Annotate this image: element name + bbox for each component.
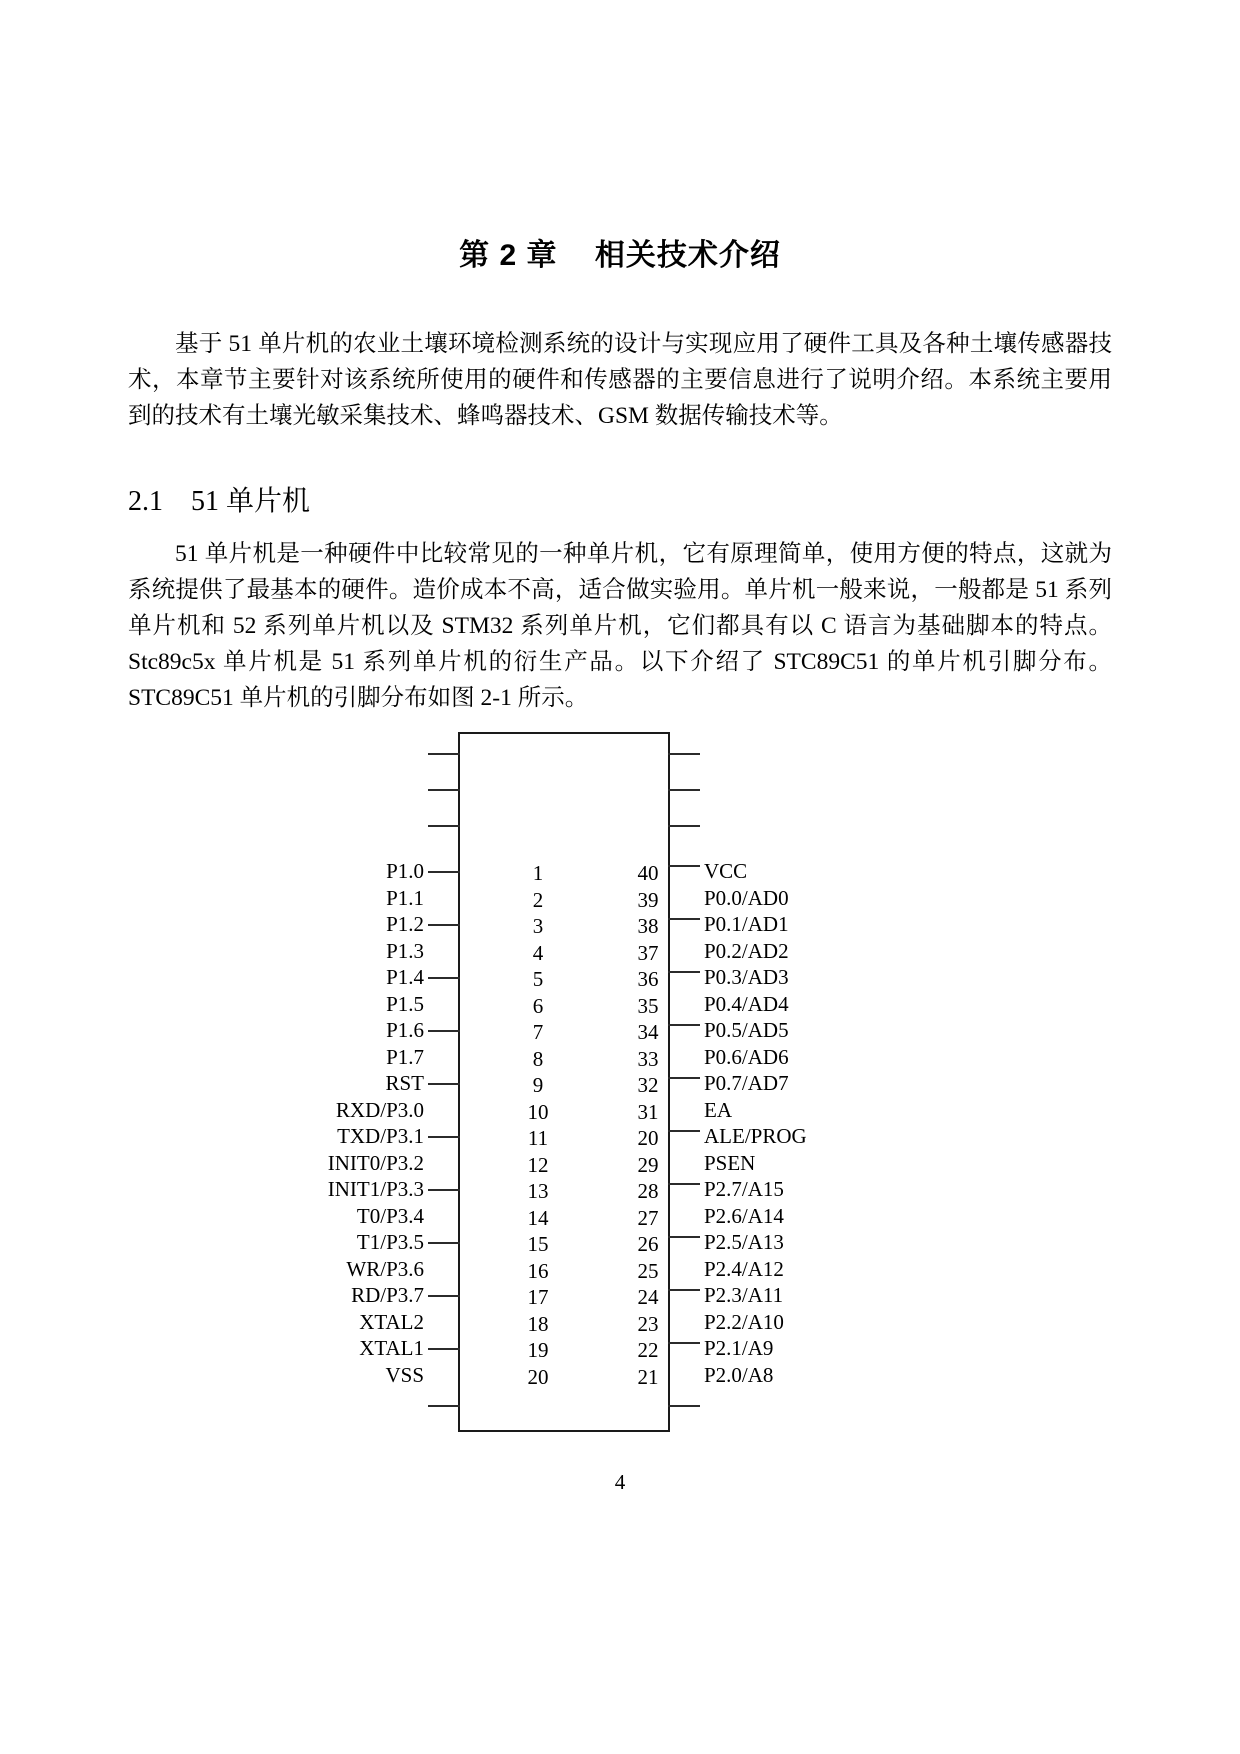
pin-label: XTAL1 (359, 1336, 424, 1360)
pin-label: P0.7/AD7 (704, 1071, 789, 1095)
pin-label: P0.6/AD6 (704, 1044, 789, 1069)
pin-number: 6 (532, 993, 544, 1018)
pin-number: 20 (527, 1364, 549, 1389)
chip-pinout-figure (128, 732, 1112, 1432)
pin-stub (428, 825, 460, 827)
pin-stub (428, 1348, 460, 1350)
pin-stub (668, 1077, 700, 1079)
pin-stub (668, 1130, 700, 1132)
pin-number: 21 (637, 1364, 659, 1389)
section-paragraph: 51 单片机是一种硬件中比较常见的一种单片机，它有原理简单，使用方便的特点，这就为系统提供了最基本的硬件。造价成本不高，适合做实验用。单片机一般来说，一般都是 51 系列单片机和 52 系列单片机以及 STM32 系列单片机，它们都具有以 C 语言为基础脚本的特点。Stc89c5x 单片机是 51 系列单片机的衍生产品。以下介绍了 STC89C51 的单片机引脚分布。STC89C51 单片机的引脚分布如图 2-1 所示。 (128, 541, 1112, 711)
pin-stub (428, 1295, 460, 1297)
pin-number: 12 (527, 1152, 549, 1177)
pin-label: P2.6/A14 (704, 1203, 784, 1228)
pin-label: RD/P3.7 (351, 1283, 424, 1307)
pin-label: EA (704, 1097, 732, 1122)
pin-stub (428, 1189, 460, 1191)
pin-label: P1.7 (386, 1044, 424, 1069)
pin-number: 35 (637, 993, 659, 1018)
pin-label: P1.3 (386, 938, 424, 963)
pin-stub (428, 1083, 460, 1085)
pin-label: XTAL2 (359, 1309, 424, 1334)
pin-label: P0.4/AD4 (704, 991, 789, 1016)
pin-label: P0.5/AD5 (704, 1018, 789, 1042)
pin-number: 5 (532, 967, 544, 991)
pin-label: INIT1/P3.3 (327, 1177, 424, 1201)
intro-paragraph: 基于 51 单片机的农业土壤环境检测系统的设计与实现应用了硬件工具及各种土壤传感器技术，本章节主要针对该系统所使用的硬件和传感器的主要信息进行了说明介绍。本系统主要用到的技术有土壤光敏采集技术、蜂鸣器技术、GSM 数据传输技术等。 (128, 331, 1112, 429)
pin-number: 16 (527, 1258, 549, 1283)
pin-number: 26 (637, 1232, 659, 1256)
pin-label: RXD/P3.0 (335, 1097, 424, 1122)
pin-label: ALE/PROG (704, 1124, 807, 1148)
pin-label: RST (385, 1071, 424, 1095)
pin-stub (428, 753, 460, 755)
pin-stub (428, 1405, 460, 1407)
pin-label: T0/P3.4 (356, 1203, 424, 1228)
pin-label: P2.4/A12 (704, 1256, 784, 1281)
pin-number: 31 (637, 1099, 659, 1124)
page-content (128, 0, 1112, 1432)
pin-label: T1/P3.5 (356, 1230, 424, 1254)
pin-label: VSS (385, 1362, 424, 1387)
pin-label: INIT0/P3.2 (327, 1150, 424, 1175)
pin-stub (668, 1183, 700, 1185)
pin-number: 28 (637, 1179, 659, 1203)
pin-label: P1.2 (386, 912, 424, 936)
pin-stub (668, 1405, 700, 1407)
pin-label: VCC (704, 859, 748, 883)
pin-number: 40 (637, 861, 659, 885)
pin-number: 33 (637, 1046, 659, 1071)
pin-number: 17 (527, 1285, 549, 1309)
pin-number: 27 (637, 1205, 659, 1230)
pin-number: 38 (637, 914, 659, 938)
pin-label: PSEN (704, 1150, 756, 1175)
pin-number: 20 (637, 1126, 659, 1150)
pin-label: WR/P3.6 (346, 1256, 424, 1281)
pin-label: P0.1/AD1 (704, 912, 789, 936)
pin-label: TXD/P3.1 (337, 1124, 424, 1148)
pin-label: P1.1 (386, 885, 424, 910)
pin-label: P2.7/A15 (704, 1177, 784, 1201)
chapter-title: 第 2 章 相关技术介绍 (459, 239, 781, 272)
pin-number: 23 (637, 1311, 659, 1336)
pin-number: 8 (532, 1046, 544, 1071)
pin-label: P1.6 (386, 1018, 424, 1042)
pin-number: 4 (532, 940, 544, 965)
pin-number: 3 (532, 914, 544, 938)
pin-label: P2.0/A8 (704, 1362, 774, 1387)
pin-number: 34 (637, 1020, 659, 1044)
pin-number: 14 (527, 1205, 549, 1230)
pin-stub (668, 971, 700, 973)
pin-stub (428, 789, 460, 791)
pin-number: 2 (532, 887, 544, 912)
pin-stub (668, 1342, 700, 1344)
pin-number: 32 (637, 1073, 659, 1097)
pin-stub (668, 865, 700, 867)
pin-number: 9 (532, 1073, 544, 1097)
section-heading-2-1: 2.1 51 单片机 (128, 486, 311, 517)
pin-label: P2.3/A11 (704, 1283, 784, 1307)
pin-number: 13 (527, 1179, 549, 1203)
pin-stub (428, 977, 460, 979)
pin-number: 24 (637, 1285, 659, 1309)
pin-number: 19 (527, 1338, 549, 1362)
pin-label: P0.3/AD3 (704, 965, 789, 989)
page-number: 4 (614, 1470, 626, 1494)
pin-number: 25 (637, 1258, 659, 1283)
pin-number: 1 (532, 861, 544, 885)
pin-stub (668, 825, 700, 827)
pin-stub (428, 1136, 460, 1138)
pin-label: P1.0 (386, 859, 424, 883)
pin-number: 29 (637, 1152, 659, 1177)
pin-label: P2.1/A9 (704, 1336, 774, 1360)
pin-stub (668, 753, 700, 755)
pin-label: P2.2/A10 (704, 1309, 784, 1334)
pin-number: 39 (637, 887, 659, 912)
pin-stub (668, 789, 700, 791)
pin-stub (668, 1024, 700, 1026)
pin-stub (428, 1030, 460, 1032)
pin-number: 7 (532, 1020, 544, 1044)
pin-number: 18 (527, 1311, 549, 1336)
pin-stub (668, 1236, 700, 1238)
pin-stub (668, 918, 700, 920)
pin-number: 36 (637, 967, 659, 991)
pin-number: 11 (527, 1126, 549, 1150)
pin-stub (668, 1289, 700, 1291)
pin-number: 37 (637, 940, 659, 965)
pin-label: P2.5/A13 (704, 1230, 784, 1254)
pin-number: 22 (637, 1338, 659, 1362)
pin-stub (428, 871, 460, 873)
pin-label: P1.5 (386, 991, 424, 1016)
pin-label: P0.2/AD2 (704, 938, 789, 963)
pin-label: P0.0/AD0 (704, 885, 789, 910)
pin-number: 15 (527, 1232, 549, 1256)
pin-stub (428, 924, 460, 926)
pin-label: P1.4 (386, 965, 424, 989)
pin-number: 10 (527, 1099, 549, 1124)
pin-stub (428, 1242, 460, 1244)
